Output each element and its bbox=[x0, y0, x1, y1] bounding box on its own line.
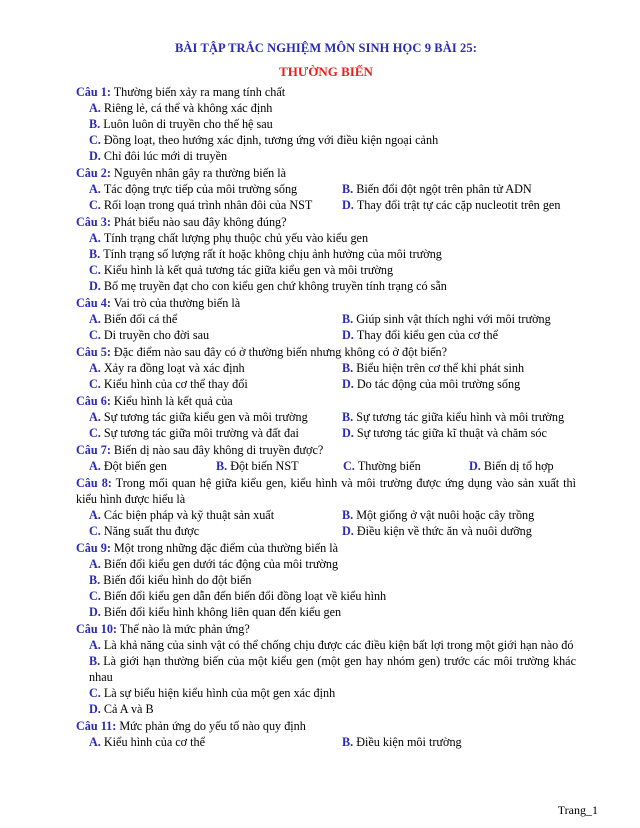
option-label: D. bbox=[89, 605, 101, 619]
option-text: Tính trạng chất lượng phụ thuộc chủ yếu vào kiểu gen bbox=[103, 231, 369, 245]
option-text: Sự tương tác giữa kiểu hình và môi trường bbox=[356, 410, 565, 424]
option-label: A. bbox=[89, 101, 101, 115]
option-text: Thay đổi trật tự các cặp nucleotit trên gen bbox=[356, 198, 561, 212]
answer-option-d bbox=[89, 278, 576, 294]
option-text: Là sự biểu hiện kiểu hình của một gen xác định bbox=[103, 686, 336, 700]
option-text: Đồng loạt, theo hướng xác định, tương ứng với điều kiện ngoại cảnh bbox=[103, 133, 439, 147]
question-number: Câu 10: bbox=[76, 622, 117, 636]
question-number: Câu 2: bbox=[76, 166, 111, 180]
answer-option-d bbox=[89, 701, 576, 717]
question-text bbox=[76, 165, 576, 181]
option-label: C. bbox=[89, 328, 101, 342]
option-text: Đột biến NST bbox=[230, 459, 299, 473]
question-text bbox=[76, 393, 576, 409]
question-stem: Trong mối quan hệ giữa kiểu gen, kiểu hình và môi trường được ứng dụng vào sản xuất thì kiểu hình được hiểu là bbox=[76, 476, 577, 506]
option-label: D. bbox=[89, 279, 101, 293]
answer-option-c bbox=[89, 376, 342, 392]
question-stem: Phát biểu nào sau đây không đúng? bbox=[113, 215, 287, 229]
option-label: B. bbox=[342, 312, 354, 326]
answer-option-b bbox=[89, 653, 576, 685]
option-label: B. bbox=[342, 735, 354, 749]
option-label: C. bbox=[89, 589, 101, 603]
answer-option-c bbox=[89, 197, 342, 213]
answer-option-a bbox=[89, 458, 216, 474]
option-label: D. bbox=[342, 328, 354, 342]
answer-option-d bbox=[342, 425, 576, 441]
option-text: Chỉ đôi lúc mới di truyền bbox=[103, 149, 228, 163]
option-label: C. bbox=[89, 198, 101, 212]
option-text: Tác động trực tiếp của môi trường sống bbox=[103, 182, 298, 196]
answer-option-a bbox=[89, 181, 342, 197]
option-text: Cả A và B bbox=[103, 702, 154, 716]
question-stem: Mức phản ứng do yếu tố nào quy định bbox=[119, 719, 306, 733]
option-label: A. bbox=[89, 410, 101, 424]
answer-option-c bbox=[89, 327, 342, 343]
question-number: Câu 11: bbox=[76, 719, 117, 733]
option-text: Là giới hạn thường biến của một kiểu gen (một gen hay nhóm gen) trước các môi trường khác nhau bbox=[89, 654, 576, 684]
question-number: Câu 4: bbox=[76, 296, 111, 310]
answer-option-b bbox=[89, 572, 576, 588]
option-label: C. bbox=[89, 524, 101, 538]
question-number: Câu 1: bbox=[76, 85, 111, 99]
option-label: D. bbox=[342, 426, 354, 440]
question-text bbox=[76, 621, 576, 637]
answer-options bbox=[76, 100, 576, 164]
question-stem: Đặc điểm nào sau đây có ở thường biến nhưng không có ở đột biến? bbox=[113, 345, 448, 359]
answer-option-d bbox=[342, 523, 576, 539]
answer-options bbox=[76, 458, 576, 474]
option-text: Bố mẹ truyền đạt cho con kiểu gen chứ không truyền tính trạng có sẵn bbox=[103, 279, 447, 293]
option-text: Luôn luôn di truyền cho thế hệ sau bbox=[103, 117, 273, 131]
option-text: Biến đổi cá thể bbox=[103, 312, 178, 326]
option-text: Kiểu hình là kết quả tương tác giữa kiểu gen và môi trường bbox=[103, 263, 394, 277]
answer-options bbox=[76, 409, 576, 441]
answer-option-b bbox=[342, 311, 576, 327]
question-number: Câu 5: bbox=[76, 345, 111, 359]
option-text: Biến đổi kiểu hình do đột biến bbox=[103, 573, 252, 587]
option-label: D. bbox=[342, 198, 354, 212]
answer-option-c bbox=[89, 425, 342, 441]
answer-option-c bbox=[89, 262, 576, 278]
question-stem: Nguyên nhân gây ra thường biến là bbox=[113, 166, 287, 180]
answer-options bbox=[76, 507, 576, 539]
answer-options bbox=[76, 556, 576, 620]
option-label: A. bbox=[89, 735, 101, 749]
question-stem: Kiểu hình là kết quả của bbox=[113, 394, 233, 408]
option-text: Sự tương tác giữa kiểu gen và môi trường bbox=[103, 410, 308, 424]
answer-option-b bbox=[342, 360, 576, 376]
question-5 bbox=[76, 344, 576, 392]
option-text: Thường biến bbox=[357, 459, 421, 473]
option-text: Biến đổi kiểu hình không liên quan đến kiểu gen bbox=[103, 605, 342, 619]
option-label: D. bbox=[469, 459, 481, 473]
page-number: Trang_1 bbox=[557, 803, 598, 817]
answer-option-c bbox=[89, 588, 576, 604]
question-stem: Biến dị nào sau đây không di truyền được? bbox=[113, 443, 324, 457]
option-text: Biến đổi đột ngột trên phân tử ADN bbox=[356, 182, 532, 196]
question-text bbox=[76, 295, 576, 311]
answer-option-b bbox=[342, 181, 576, 197]
question-stem: Vai trò của thường biến là bbox=[113, 296, 241, 310]
option-text: Đột biến gen bbox=[103, 459, 167, 473]
answer-options bbox=[76, 734, 576, 750]
option-text: Tính trạng số lượng rất ít hoặc không chịu ảnh hưởng của môi trường bbox=[103, 247, 442, 261]
answer-option-d bbox=[342, 327, 576, 343]
answer-option-b bbox=[342, 734, 576, 750]
question-2 bbox=[76, 165, 576, 213]
option-text: Kiểu hình của cơ thể thay đổi bbox=[103, 377, 248, 391]
question-stem: Thế nào là mức phản ứng? bbox=[119, 622, 250, 636]
answer-option-a bbox=[89, 556, 576, 572]
question-text bbox=[76, 718, 576, 734]
question-number: Câu 9: bbox=[76, 541, 111, 555]
option-text: Điều kiện môi trường bbox=[356, 735, 462, 749]
option-text: Biến đổi kiểu gen dẫn đến biến đổi đồng loạt về kiểu hình bbox=[103, 589, 387, 603]
question-1 bbox=[76, 84, 576, 164]
option-label: D. bbox=[342, 524, 354, 538]
question-text bbox=[76, 475, 576, 507]
answer-option-a bbox=[89, 100, 576, 116]
option-label: D. bbox=[342, 377, 354, 391]
option-label: A. bbox=[89, 508, 101, 522]
answer-option-d bbox=[89, 148, 576, 164]
option-text: Là khả năng của sinh vật có thể chống chịu được các điều kiện bất lợi trong một giới hạn nào đó bbox=[103, 638, 574, 652]
answer-options bbox=[76, 181, 576, 213]
option-label: C. bbox=[89, 263, 101, 277]
document-subtitle: THƯỜNG BIẾN bbox=[279, 64, 373, 79]
option-label: A. bbox=[89, 459, 101, 473]
option-text: Xảy ra đồng loạt và xác định bbox=[103, 361, 245, 375]
option-label: A. bbox=[89, 557, 101, 571]
option-label: A. bbox=[89, 638, 101, 652]
option-label: B. bbox=[89, 573, 101, 587]
question-list bbox=[76, 84, 576, 750]
question-4 bbox=[76, 295, 576, 343]
answer-option-a bbox=[89, 360, 342, 376]
option-label: B. bbox=[342, 182, 354, 196]
option-text: Một giống ở vật nuôi hoặc cây trồng bbox=[356, 508, 535, 522]
option-text: Điều kiện về thức ăn và nuôi dưỡng bbox=[356, 524, 532, 538]
answer-option-c bbox=[89, 685, 576, 701]
question-text bbox=[76, 84, 576, 100]
option-label: B. bbox=[342, 410, 354, 424]
answer-option-b bbox=[89, 116, 576, 132]
question-number: Câu 6: bbox=[76, 394, 111, 408]
question-6 bbox=[76, 393, 576, 441]
option-label: D. bbox=[89, 702, 101, 716]
option-label: B. bbox=[342, 508, 354, 522]
document-title: BÀI TẬP TRẮC NGHIỆM MÔN SINH HỌC 9 BÀI 25: bbox=[174, 41, 478, 55]
option-label: B. bbox=[342, 361, 354, 375]
answer-option-a bbox=[89, 507, 342, 523]
option-label: A. bbox=[89, 182, 101, 196]
option-label: D. bbox=[89, 149, 101, 163]
answer-option-c bbox=[89, 132, 576, 148]
option-text: Các biện pháp và kỹ thuật sản xuất bbox=[103, 508, 275, 522]
option-label: A. bbox=[89, 312, 101, 326]
answer-option-d bbox=[89, 604, 576, 620]
question-stem: Thường biến xảy ra mang tính chất bbox=[113, 85, 286, 99]
answer-option-a bbox=[89, 734, 342, 750]
question-text bbox=[76, 540, 576, 556]
question-10 bbox=[76, 621, 576, 717]
option-label: C. bbox=[89, 426, 101, 440]
answer-option-b bbox=[342, 409, 576, 425]
answer-options bbox=[76, 311, 576, 343]
answer-option-a bbox=[89, 409, 342, 425]
option-text: Di truyền cho đời sau bbox=[103, 328, 210, 342]
option-text: Kiểu hình của cơ thể bbox=[103, 735, 206, 749]
question-number: Câu 8: bbox=[76, 476, 112, 490]
question-11 bbox=[76, 718, 576, 750]
option-label: C. bbox=[89, 133, 101, 147]
answer-option-a bbox=[89, 230, 576, 246]
option-text: Giúp sinh vật thích nghi với môi trường bbox=[356, 312, 551, 326]
answer-option-c bbox=[343, 458, 469, 474]
option-text: Biến đổi kiểu gen dưới tác động của môi trường bbox=[103, 557, 339, 571]
question-text bbox=[76, 442, 576, 458]
question-7 bbox=[76, 442, 576, 474]
option-text: Sự tương tác giữa kĩ thuật và chăm sóc bbox=[356, 426, 547, 440]
option-text: Rối loạn trong quá trình nhân đôi của NST bbox=[103, 198, 313, 212]
document-page bbox=[76, 40, 576, 751]
option-text: Biểu hiện trên cơ thể khi phát sinh bbox=[356, 361, 525, 375]
option-text: Biến dị tổ hợp bbox=[483, 459, 554, 473]
answer-option-b bbox=[342, 507, 576, 523]
answer-option-d bbox=[342, 376, 576, 392]
option-label: B. bbox=[89, 247, 101, 261]
option-label: C. bbox=[343, 459, 355, 473]
question-number: Câu 7: bbox=[76, 443, 111, 457]
answer-options bbox=[76, 360, 576, 392]
option-text: Riêng lẻ, cá thể và không xác định bbox=[103, 101, 273, 115]
question-3 bbox=[76, 214, 576, 294]
option-label: A. bbox=[89, 361, 101, 375]
option-text: Sự tương tác giữa môi trường và đất đai bbox=[103, 426, 299, 440]
answer-option-b bbox=[89, 246, 576, 262]
option-label: C. bbox=[89, 377, 101, 391]
answer-option-a bbox=[89, 637, 576, 653]
question-8 bbox=[76, 475, 576, 539]
question-text bbox=[76, 344, 576, 360]
option-label: B. bbox=[89, 654, 101, 668]
question-text bbox=[76, 214, 576, 230]
answer-options bbox=[76, 230, 576, 294]
question-stem: Một trong những đặc điểm của thường biến là bbox=[113, 541, 339, 555]
answer-option-c bbox=[89, 523, 342, 539]
answer-options bbox=[76, 637, 576, 717]
option-text: Thay đổi kiểu gen của cơ thể bbox=[356, 328, 498, 342]
question-9 bbox=[76, 540, 576, 620]
option-label: A. bbox=[89, 231, 101, 245]
answer-option-a bbox=[89, 311, 342, 327]
question-number: Câu 3: bbox=[76, 215, 111, 229]
option-label: B. bbox=[216, 459, 228, 473]
answer-option-d bbox=[342, 197, 576, 213]
option-text: Năng suất thu được bbox=[103, 524, 200, 538]
answer-option-d bbox=[469, 458, 576, 474]
option-label: B. bbox=[89, 117, 101, 131]
answer-option-b bbox=[216, 458, 343, 474]
option-text: Do tác động của môi trường sống bbox=[356, 377, 521, 391]
option-label: C. bbox=[89, 686, 101, 700]
